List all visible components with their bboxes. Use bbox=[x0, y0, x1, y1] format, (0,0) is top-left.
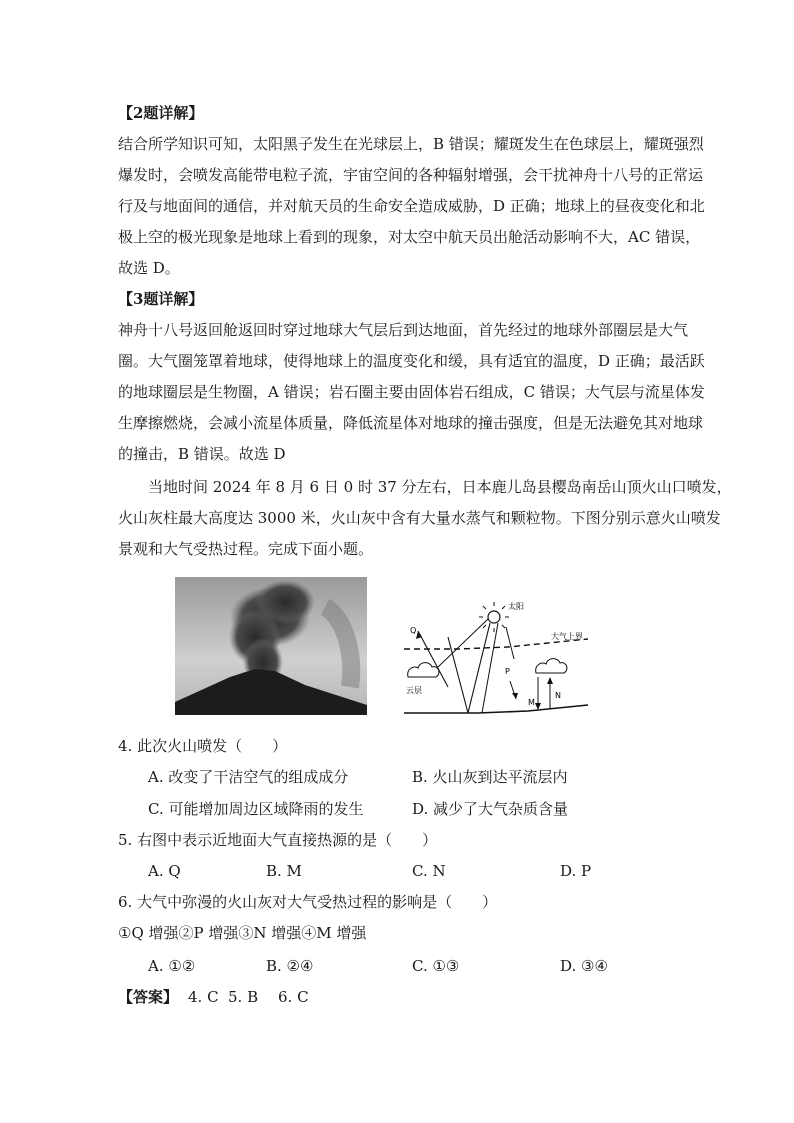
q3-line-1: 神舟十八号返回舱返回时穿过地球大气层后到达地面，首先经过的地球外部圈层是大气 bbox=[118, 321, 689, 339]
q4-option-c: C. 可能增加周边区域降雨的发生 bbox=[148, 800, 364, 818]
q-arrow bbox=[418, 631, 448, 687]
q3-line-4: 生摩擦燃烧，会减小流星体质量，降低流星体对地球的撞击强度，但是无法避免其对地球 bbox=[118, 414, 704, 432]
question-6-sub: ①Q 增强②P 增强③N 增强④M 增强 bbox=[118, 924, 367, 942]
q4-option-a: A. 改变了干洁空气的组成成分 bbox=[148, 768, 349, 786]
q4-option-b: B. 火山灰到达平流层内 bbox=[412, 768, 568, 786]
cloud-label: 云层 bbox=[406, 686, 422, 695]
question-6-stem: 6. 大气中弥漫的火山灰对大气受热过程的影响是（ ） bbox=[118, 893, 498, 911]
q4-option-d: D. 减少了大气杂质含量 bbox=[412, 800, 569, 818]
q2-line-1: 结合所学知识可知，太阳黑子发生在光球层上，B 错误；耀斑发生在色球层上，耀斑强烈 bbox=[118, 135, 704, 153]
atmosphere-top-label: 大气上界 bbox=[551, 632, 583, 641]
q5-option-d: D. P bbox=[560, 862, 592, 880]
atmosphere-heating-diagram bbox=[398, 597, 594, 719]
q6-option-d: D. ③④ bbox=[560, 957, 608, 975]
q2-line-4: 极上空的极光现象是地球上看到的现象，对太空中航天员出舱活动影响不大，AC 错误， bbox=[118, 228, 701, 246]
q3-heading: 【3题详解】 bbox=[118, 290, 204, 308]
q6-option-a: A. ①② bbox=[148, 957, 196, 975]
label-p: P bbox=[505, 667, 510, 676]
sun-label: 太阳 bbox=[508, 602, 524, 611]
q3-line-5: 的撞击，B 错误。故选 D bbox=[118, 445, 286, 463]
label-m: M bbox=[528, 698, 535, 707]
answer-5: 5. B bbox=[228, 988, 259, 1006]
intro-line-1: 当地时间 2024 年 8 月 6 日 0 时 37 分左右，日本鹿儿岛县樱岛南岳山顶火山口喷发， bbox=[148, 478, 732, 496]
label-n: N bbox=[555, 691, 561, 700]
q2-line-2: 爆发时，会喷发高能带电粒子流，宇宙空间的各种辐射增强，会干扰神舟十八号的正常运 bbox=[118, 166, 704, 184]
answer-4: 4. C bbox=[188, 988, 219, 1006]
sunlight-reflect-ray bbox=[448, 623, 490, 713]
q2-line-3: 行及与地面间的通信，并对航天员的生命安全造成威胁，D 正确；地球上的昼夜变化和北 bbox=[118, 197, 705, 215]
q6-option-c: C. ①③ bbox=[412, 957, 460, 975]
q5-option-c: C. N bbox=[412, 862, 446, 880]
label-q: Q bbox=[410, 626, 417, 635]
question-5-stem: 5. 右图中表示近地面大气直接热源的是（ ） bbox=[118, 831, 438, 849]
q5-option-a: A. Q bbox=[148, 862, 181, 880]
volcano-image bbox=[175, 577, 367, 715]
ground-line bbox=[404, 705, 588, 713]
cloud-left-icon bbox=[408, 663, 439, 677]
answer-6: 6. C bbox=[278, 988, 309, 1006]
q2-heading: 【2题详解】 bbox=[118, 104, 204, 122]
intro-line-3: 景观和大气受热过程。完成下面小题。 bbox=[118, 540, 374, 558]
answer-label: 【答案】 bbox=[118, 988, 179, 1006]
volcano-eruption-photo bbox=[175, 577, 367, 715]
sunlight-ground-ray bbox=[482, 623, 498, 713]
q6-option-b: B. ②④ bbox=[266, 957, 314, 975]
cloud-right-icon bbox=[536, 659, 567, 673]
q3-line-3: 的地球圈层是生物圈，A 错误；岩石圈主要由固体岩石组成，C 错误；大气层与流星体发 bbox=[118, 383, 705, 401]
q3-line-2: 圈。大气圈笼罩着地球，使得地球上的温度变化和缓，具有适宜的温度，D 正确；最活跃 bbox=[118, 352, 705, 370]
q5-option-b: B. M bbox=[266, 862, 302, 880]
question-4-stem: 4. 此次火山喷发（ ） bbox=[118, 737, 288, 755]
sun-icon bbox=[479, 602, 509, 632]
p-arrow bbox=[506, 627, 514, 659]
intro-line-2: 火山灰柱最大高度达 3000 米，火山灰中含有大量水蒸气和颗粒物。下图分别示意火山喷发 bbox=[118, 509, 721, 527]
q2-line-5: 故选 D。 bbox=[118, 259, 180, 277]
